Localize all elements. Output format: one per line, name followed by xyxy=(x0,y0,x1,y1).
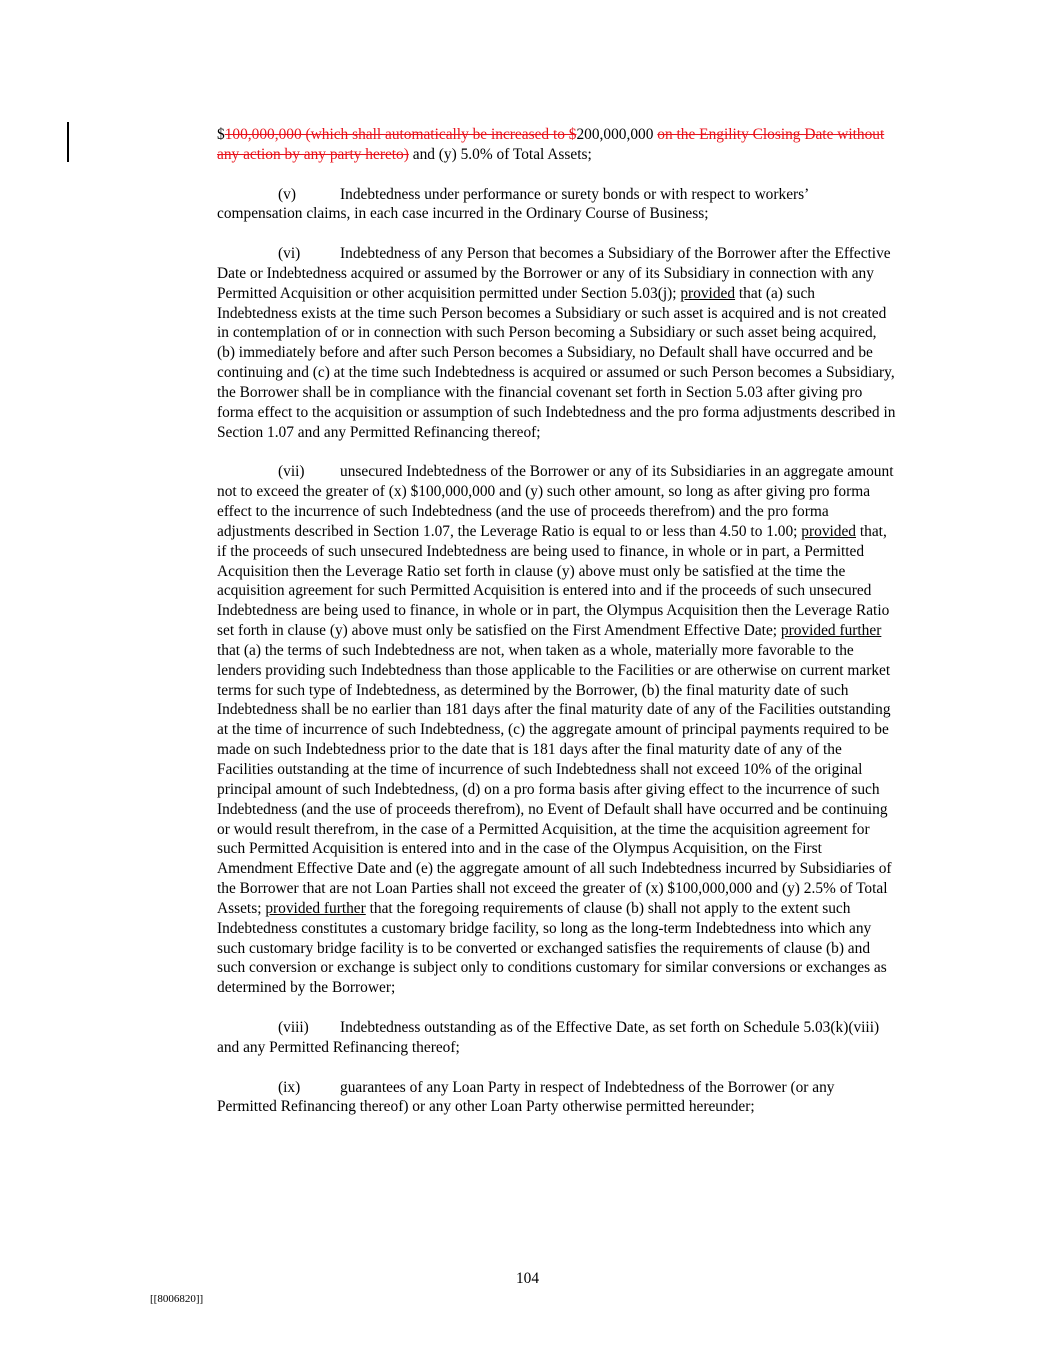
text-segment: guarantees of any Loan Party in respect of Indebtedness of the Borrower (or any Permitted Refinancing thereof) or any other Loan Party otherwise permitted hereunder; xyxy=(217,1078,835,1116)
text-segment: 200,000,000 xyxy=(576,126,658,143)
deleted-text: on the Engility Closing Date without any action by any party hereto) xyxy=(217,126,885,163)
clause-number: (viii) xyxy=(278,1018,309,1036)
underlined-term: provided xyxy=(801,522,857,540)
page-number: 104 xyxy=(515,1270,540,1287)
clause-number: (v) xyxy=(278,185,296,203)
clause-number: (ix) xyxy=(278,1078,301,1096)
underlined-term: provided further xyxy=(265,899,366,917)
text-segment: that (a) the terms of such Indebtedness are not, when taken as a whole, materially more favorable to the lenders providing such Indebtedness than those applicable to the Facilities or are otherwise on current market terms for such type of Indebtedness, as determined by the Borrower, (b) the final maturity date of such Indebtedness shall be no earlier than 181 days after the final maturity date of any of the Facilities outstanding at the time of incurrence of such Indebtedness, (c) the aggregate amount of principal payments required to be made on such Indebtedness prior to the date that is 181 days after the final maturity date of any of the Facilities outstanding at the time of incurrence of such Indebtedness shall not exceed 10% of the original principal amount of such Indebtedness, (d) on a pro forma basis after giving effect to the incurrence of such Indebtedness (and the use of proceeds therefrom), no Event of Default shall have occurred and be continuing or would result therefrom, in the case of a Permitted Acquisition, at the time the acquisition agreement for such Permitted Acquisition is entered into and in the case of the Olympus Acquisition, on the First Amendment Effective Date and (e) the aggregate amount of all such Indebtedness incurred by Subsidiaries of the Borrower that are not Loan Parties shall not exceed the greater of (x) $100,000,000 and (y) 2.5% of Total Assets; xyxy=(217,641,892,917)
text-segment: that (a) such Indebtedness exists at the time such Person becomes a Subsidiary or such asset is acquired and is not created in contemplation of or in connection with such Person becoming a Subsidiary or such asset being acquired, (b) immediately before and after such Person becomes a Subsidiary, no Default shall have occurred and be continuing and (c) at the time such Indebtedness is acquired or assumed or such Person becomes a Subsidiary, the Borrower shall be in compliance with the financial covenant set forth in Section 5.03 after giving pro forma effect to the acquisition or assumption of such Indebtedness and the pro forma adjustments described in Section 1.07 and any Permitted Refinancing thereof; xyxy=(217,284,896,441)
paragraph xyxy=(217,1078,897,1118)
paragraph xyxy=(217,185,897,225)
revision-change-bar xyxy=(67,122,69,162)
text-segment: Indebtedness under performance or surety bonds or with respect to workers’ compensation claims, in each case incurred in the Ordinary Course of Business; xyxy=(217,185,809,223)
text-segment: Indebtedness outstanding as of the Effective Date, as set forth on Schedule 5.03(k)(viii) and any Permitted Refinancing thereof; xyxy=(217,1018,880,1056)
document-body xyxy=(217,125,897,1137)
deleted-text: 100,000,000 (which shall automatically be increased to $ xyxy=(224,126,577,143)
clause-number: (vi) xyxy=(278,245,301,263)
text-segment: and (y) 5.0% of Total Assets; xyxy=(408,145,592,163)
text-segment: that, if the proceeds of such unsecured Indebtedness are being used to finance, in whole or in part, a Permitted Acquisition then the Leverage Ratio set forth in clause (y) above must only be satisfied at the time the acquisition agreement for such Permitted Acquisition is entered into and if the proceeds of such unsecured Indebtedness are being used to finance, in whole or in part, the Olympus Acquisition then the Leverage Ratio set forth in clause (y) above must only be satisfied on the First Amendment Effective Date; xyxy=(217,522,890,640)
paragraph xyxy=(217,125,897,165)
document-id: [[8006820]] xyxy=(150,1293,204,1305)
underlined-term: provided xyxy=(680,284,736,302)
clause-number: (vii) xyxy=(278,463,305,481)
text-segment: unsecured Indebtedness of the Borrower or any of its Subsidiaries in an aggregate amount not to exceed the greater of (x) $100,000,000 and (y) such other amount, so long as after giving pro forma effect to the incurrence of such Indebtedness (and the use of proceeds therefrom) and the pro forma adjustments described in Section 1.07, the Leverage Ratio is equal to or less than 4.50 to 1.00; xyxy=(217,463,894,540)
text-segment: Indebtedness of any Person that becomes a Subsidiary of the Borrower after the Effective Date or Indebtedness acquired or assumed by the Borrower or any of its Subsidiary in connection with any Permitted Acquisition or other acquisition permitted under Section 5.03(j); xyxy=(217,245,891,302)
paragraph xyxy=(217,244,897,442)
paragraph xyxy=(217,462,897,998)
paragraph xyxy=(217,1018,897,1058)
underlined-term: provided further xyxy=(780,622,882,640)
text-segment: that the foregoing requirements of clause (b) shall not apply to the extent such Indebtedness constitutes a customary bridge facility, so long as the long-term Indebtedness into which any such customary bridge facility is to be converted or exchanged satisfies the requirements of clause (b) and such conversion or exchange is subject only to conditions customary for similar conversions or exchanges as determined by the Borrower; xyxy=(217,899,887,997)
text-segment: $ xyxy=(217,126,225,143)
